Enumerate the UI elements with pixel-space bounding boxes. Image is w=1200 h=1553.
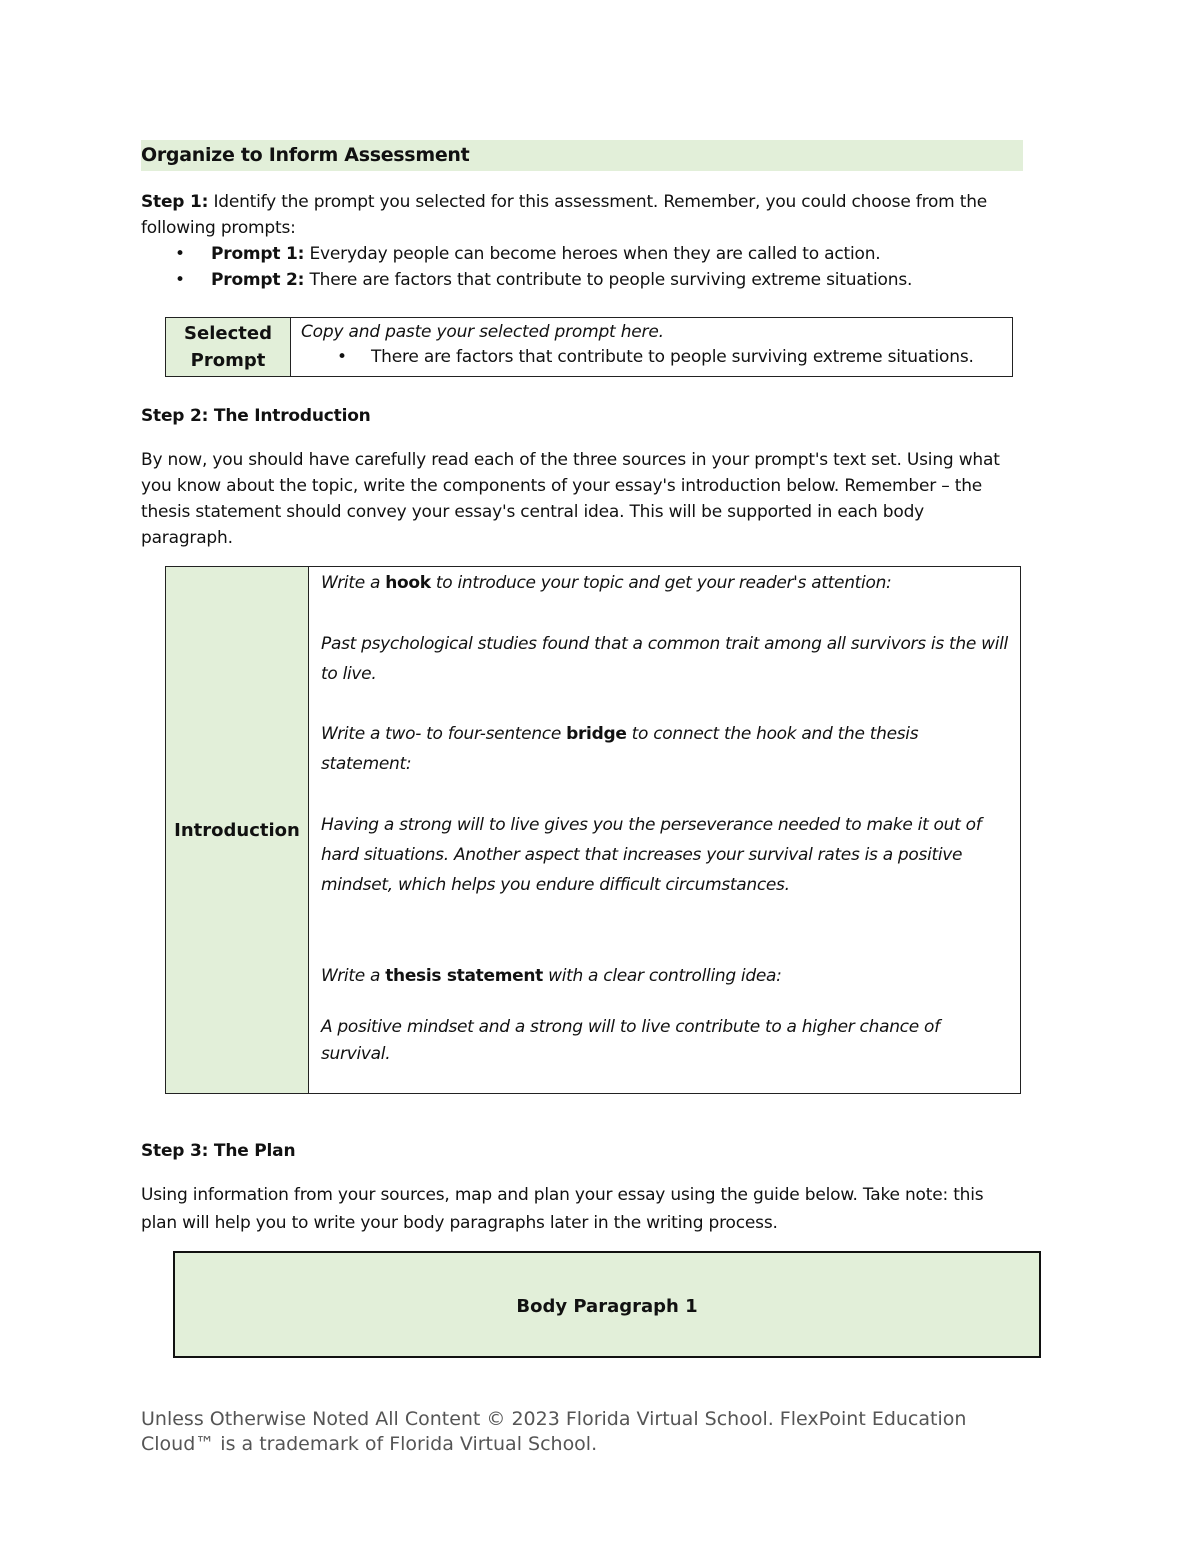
prompt-list-item	[175, 267, 912, 293]
hook-answer: Past psychological studies found that a common trait among all survivors is the will to live.	[321, 634, 1008, 684]
footer-copyright: Unless Otherwise Noted All Content © 2023 Florida Virtual School. FlexPoint Education Cloud™ is a trademark of Florida Virtual School.	[141, 1408, 967, 1455]
prompt-text: Everyday people can become heroes when they are called to action.	[309, 244, 881, 264]
bridge-prompt-before: Write a two- to four-sentence	[321, 724, 567, 744]
bullet-icon: •	[175, 244, 185, 264]
prompt-label: Prompt 2:	[211, 270, 305, 290]
selected-prompt-cell[interactable]	[291, 318, 1013, 377]
step1-text: Identify the prompt you selected for this assessment. Remember, you could choose from the following prompts:	[141, 192, 988, 238]
bullet-icon: •	[337, 347, 347, 367]
bridge-prompt-bold: bridge	[566, 724, 627, 744]
selected-prompt-instruction: Copy and paste your selected prompt here.	[301, 322, 664, 342]
thesis-prompt-before: Write a	[321, 966, 386, 986]
selected-prompt-label: Selected Prompt	[166, 318, 291, 377]
step3-heading: Step 3: The Plan	[141, 1141, 296, 1161]
prompt-label: Prompt 1:	[211, 244, 305, 264]
step2-heading: Step 2: The Introduction	[141, 406, 371, 426]
introduction-cell[interactable]	[309, 567, 1021, 1094]
body-paragraph-1-box: Body Paragraph 1	[173, 1251, 1041, 1358]
bridge-prompt-after: to connect the hook and the thesis statement:	[321, 724, 919, 774]
thesis-prompt-bold: thesis statement	[385, 966, 543, 986]
step3-paragraph: Using information from your sources, map and plan your essay using the guide below. Take note: this plan will help you to write your body paragraphs later in the writing process.	[141, 1185, 984, 1233]
thesis-prompt	[321, 961, 1008, 991]
page-title: Organize to Inform Assessment	[141, 140, 1023, 171]
selected-prompt-value: There are factors that contribute to people surviving extreme situations.	[371, 347, 974, 367]
selected-prompt-value-row	[301, 345, 1002, 370]
hook-prompt-before: Write a	[321, 573, 386, 593]
prompt-list-item	[175, 241, 881, 267]
step1-paragraph	[141, 189, 1031, 241]
introduction-table	[165, 566, 1021, 1094]
thesis-prompt-after: with a clear controlling idea:	[542, 966, 782, 986]
prompt-text: There are factors that contribute to people surviving extreme situations.	[309, 270, 913, 290]
thesis-answer: A positive mindset and a strong will to live contribute to a higher chance of survival.	[321, 1017, 940, 1064]
introduction-label: Introduction	[166, 567, 309, 1094]
selected-prompt-table	[165, 317, 1013, 377]
hook-prompt-after: to introduce your topic and get your reader's attention:	[430, 573, 892, 593]
bridge-prompt	[321, 719, 1008, 779]
bridge-answer: Having a strong will to live gives you the perseverance needed to make it out of hard situations. Another aspect that increases your survival rates is a positive mindset, which helps you endure difficult circumstances.	[321, 815, 982, 895]
step1-label: Step 1:	[141, 192, 209, 212]
bullet-icon: •	[175, 270, 185, 290]
hook-prompt-bold: hook	[385, 573, 431, 593]
step2-paragraph: By now, you should have carefully read each of the three sources in your prompt's text set. Using what you know about the topic, write the components of your essay's introduction below. Remember – the thesis statement should convey your essay's central idea. This will be supported in each body paragraph.	[141, 450, 1000, 548]
hook-prompt	[321, 568, 1008, 598]
